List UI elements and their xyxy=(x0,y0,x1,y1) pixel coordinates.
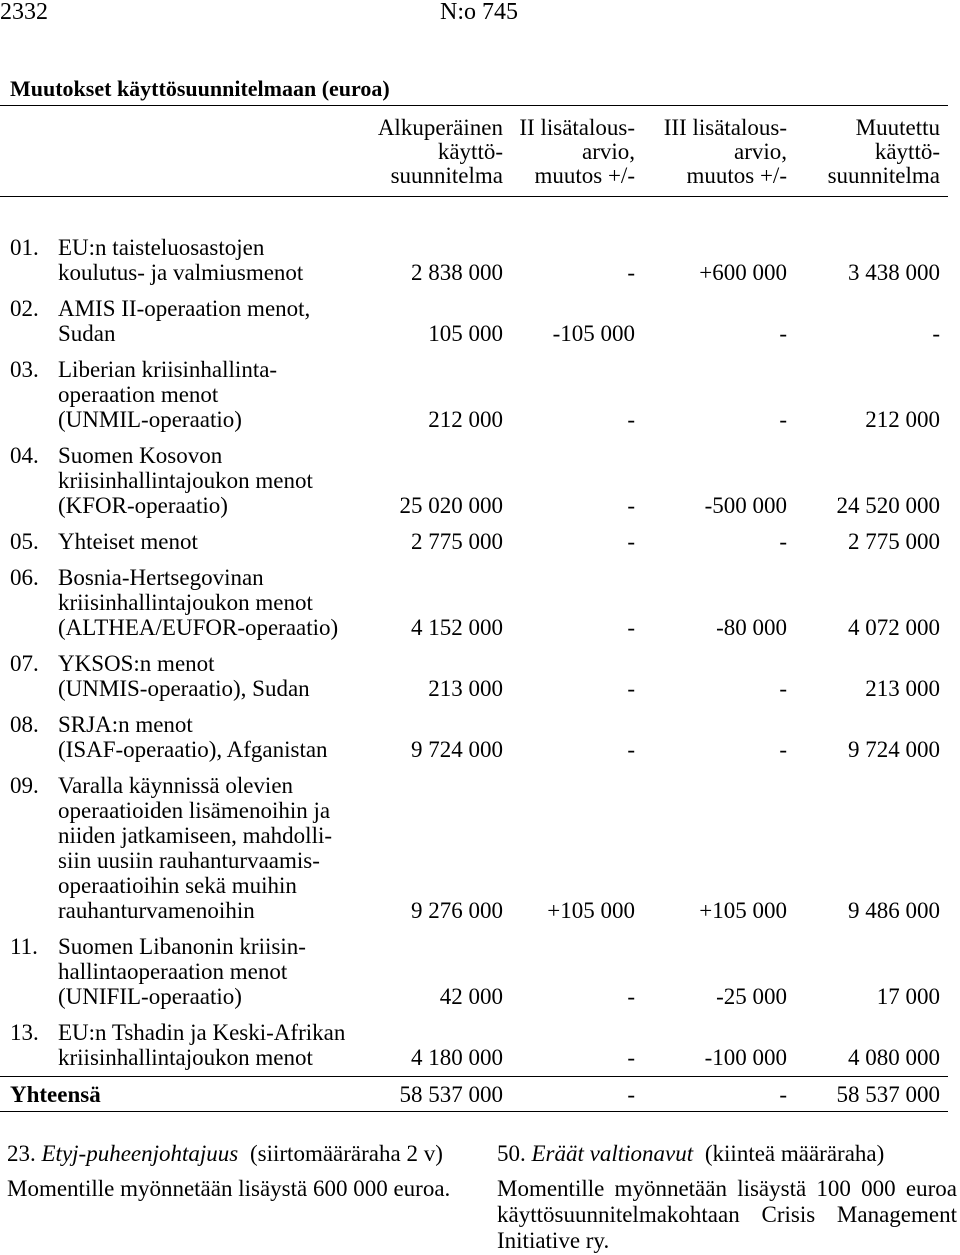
row-label-line: Liberian kriisinhallinta- xyxy=(58,356,278,382)
original-plan-value: 42 000 xyxy=(439,983,503,1009)
row-number: 11. xyxy=(10,933,38,959)
original-plan-value: 9 276 000 xyxy=(411,897,503,923)
supplementary-budget-iii-change: -80 000 xyxy=(716,614,787,640)
header-spacer xyxy=(0,116,58,188)
original-plan-value: 9 724 000 xyxy=(411,736,503,762)
table-row xyxy=(0,432,940,518)
row-label-line: AMIS II-operaation menot, xyxy=(58,295,311,321)
row-label xyxy=(58,224,370,285)
row-label-line: niiden jatkamiseen, mahdolli- xyxy=(58,822,333,848)
row-label-line: Yhteiset menot xyxy=(58,528,198,554)
row-label-line: Suomen Libanonin kriisin- xyxy=(58,933,306,959)
appropriation-type: (siirtomääräraha 2 v) xyxy=(250,1140,443,1166)
supplementary-budget-ii-change: - xyxy=(627,614,635,640)
supplementary-budget-ii-change: - xyxy=(627,406,635,432)
row-label-line: kriisinhallintajoukon menot xyxy=(58,589,313,615)
column-header-line: arvio, xyxy=(733,139,787,164)
table-top-rule xyxy=(0,105,948,106)
table-row xyxy=(0,285,940,346)
row-label xyxy=(58,346,370,432)
row-label xyxy=(58,518,370,554)
supplementary-budget-iii-change: -100 000 xyxy=(704,1044,787,1070)
supplementary-budget-iii-change: - xyxy=(779,528,787,554)
column-header-line: muutos +/- xyxy=(534,163,635,188)
section-title: Eräät valtionavut xyxy=(531,1140,694,1166)
supplementary-budget-iii-change: -25 000 xyxy=(716,983,787,1009)
revised-plan-value: 24 520 000 xyxy=(836,492,940,518)
original-plan-value: 105 000 xyxy=(428,320,503,346)
revised-plan-value: 9 486 000 xyxy=(848,897,940,923)
column-headers xyxy=(0,116,940,188)
header-bottom-rule xyxy=(0,196,948,197)
column-header-revised-plan xyxy=(787,116,940,188)
row-label-line: hallintaoperaation menot xyxy=(58,958,288,984)
revised-plan-value: 4 080 000 xyxy=(848,1044,940,1070)
revised-plan-value: 2 775 000 xyxy=(848,528,940,554)
supplementary-budget-iii-change: - xyxy=(779,675,787,701)
header-spacer xyxy=(58,116,370,188)
supplementary-budget-iii-change: - xyxy=(779,406,787,432)
revised-plan-value: 3 438 000 xyxy=(848,259,940,285)
supplementary-budget-ii-change: - xyxy=(627,528,635,554)
original-plan-value: 212 000 xyxy=(428,406,503,432)
supplementary-budget-iii-change: +105 000 xyxy=(699,897,787,923)
total-label: Yhteensä xyxy=(10,1081,101,1107)
row-label-line: EU:n taisteluosastojen xyxy=(58,234,265,260)
issue-number: N:o 745 xyxy=(440,0,518,25)
total-supplementary-budget-iii-change: - xyxy=(779,1081,788,1107)
table-row xyxy=(0,640,940,701)
row-label-line: SRJA:n menot xyxy=(58,711,193,737)
supplementary-budget-ii-change: +105 000 xyxy=(547,897,635,923)
row-label xyxy=(58,923,370,1009)
column-header-line: käyttö- xyxy=(437,139,503,164)
column-header-line: II lisätalous- xyxy=(519,115,635,140)
row-number: 02. xyxy=(10,295,39,321)
row-label-line: (ISAF-operaatio), Afganistan xyxy=(58,736,328,762)
supplementary-budget-ii-change: - xyxy=(627,259,635,285)
row-label-line: (ALTHEA/EUFOR-operaatio) xyxy=(58,614,339,640)
row-label-line: operaatioiden lisämenoihin ja xyxy=(58,797,331,823)
row-label-line: kriisinhallintajoukon menot xyxy=(58,1044,313,1070)
supplementary-budget-ii-change: - xyxy=(627,983,635,1009)
supplementary-budget-ii-change: - xyxy=(627,736,635,762)
section-heading xyxy=(7,1141,477,1166)
table-row xyxy=(0,701,940,762)
total-bottom-rule xyxy=(0,1111,948,1112)
row-label-line: (UNMIL-operaatio) xyxy=(58,406,242,432)
total-row xyxy=(0,1082,940,1107)
column-header-original-plan xyxy=(370,116,503,188)
supplementary-budget-iii-change: +600 000 xyxy=(699,259,787,285)
row-label xyxy=(58,762,370,923)
section-text: Momentille myönnetään lisäystä 100 000 euroa käyttösuunnitelmakohtaan Crisis Management Initiative ry. xyxy=(497,1176,957,1253)
budget-table xyxy=(0,224,940,1070)
original-plan-value: 2 838 000 xyxy=(411,259,503,285)
row-label-line: YKSOS:n menot xyxy=(58,650,215,676)
column-header-line: suunnitelma xyxy=(827,163,940,188)
row-label xyxy=(58,285,370,346)
row-label-line: Bosnia-Hertsegovinan xyxy=(58,564,264,590)
supplementary-budget-ii-change: - xyxy=(627,675,635,701)
supplementary-budget-ii-change: - xyxy=(627,492,635,518)
column-header-line: Alkuperäinen xyxy=(377,115,503,140)
supplementary-budget-iii-change: - xyxy=(779,736,787,762)
original-plan-value: 4 152 000 xyxy=(411,614,503,640)
row-label xyxy=(58,554,370,640)
row-label-line: koulutus- ja valmiusmenot xyxy=(58,259,304,285)
revised-plan-value: 212 000 xyxy=(865,406,940,432)
column-header-line: käyttö- xyxy=(874,139,940,164)
row-label-line: (KFOR-operaatio) xyxy=(58,492,228,518)
row-label-line: Suomen Kosovon xyxy=(58,442,223,468)
column-header-row xyxy=(0,116,940,188)
section-number: 50. xyxy=(497,1140,526,1166)
table-row xyxy=(0,518,940,554)
column-header-line: muutos +/- xyxy=(686,163,787,188)
total-revised-plan-value: 58 537 000 xyxy=(836,1081,941,1107)
row-number: 13. xyxy=(10,1019,39,1045)
row-number: 07. xyxy=(10,650,39,676)
row-label-line: EU:n Tshadin ja Keski-Afrikan xyxy=(58,1019,346,1045)
table-body xyxy=(0,224,940,1070)
section-text: Momentille myönnetään lisäystä 600 000 euroa. xyxy=(7,1176,451,1201)
row-label xyxy=(58,1009,370,1070)
table-row xyxy=(0,554,940,640)
column-header-supplementary-budget-iii xyxy=(635,116,787,188)
row-number: 01. xyxy=(10,234,39,260)
row-number: 03. xyxy=(10,356,39,382)
table-row xyxy=(0,762,940,923)
total-original-plan-value: 58 537 000 xyxy=(399,1081,504,1107)
column-header-line: III lisätalous- xyxy=(663,115,787,140)
row-label xyxy=(58,432,370,518)
row-label-line: operaatioihin sekä muihin xyxy=(58,872,297,898)
section-title: Etyj-puheenjohtajuus xyxy=(41,1140,239,1166)
row-number: 06. xyxy=(10,564,39,590)
row-number: 09. xyxy=(10,772,39,798)
total-supplementary-budget-ii-change: - xyxy=(627,1081,636,1107)
supplementary-budget-ii-change: - xyxy=(627,1044,635,1070)
section-heading xyxy=(497,1141,957,1166)
column-header-line: suunnitelma xyxy=(390,163,503,188)
supplementary-budget-ii-change: -105 000 xyxy=(552,320,635,346)
row-label-line: kriisinhallintajoukon menot xyxy=(58,467,313,493)
row-number: 04. xyxy=(10,442,39,468)
table-row xyxy=(0,923,940,1009)
table-title: Muutokset käyttösuunnitelmaan (euroa) xyxy=(10,75,390,101)
revised-plan-value: 17 000 xyxy=(876,983,940,1009)
revised-plan-value: 9 724 000 xyxy=(848,736,940,762)
row-label-line: siin uusiin rauhanturvaamis- xyxy=(58,847,320,873)
column-header-line: Muutettu xyxy=(855,115,940,140)
table-row xyxy=(0,346,940,432)
total-top-rule xyxy=(0,1076,948,1077)
row-label-line: Varalla käynnissä olevien xyxy=(58,772,294,798)
column-header-supplementary-budget-ii xyxy=(503,116,635,188)
total-table xyxy=(0,1082,940,1107)
original-plan-value: 2 775 000 xyxy=(411,528,503,554)
page-number: 2332 xyxy=(0,0,48,25)
row-label-line: operaation menot xyxy=(58,381,219,407)
original-plan-value: 4 180 000 xyxy=(411,1044,503,1070)
supplementary-budget-iii-change: - xyxy=(779,320,787,346)
row-label xyxy=(58,640,370,701)
original-plan-value: 25 020 000 xyxy=(399,492,503,518)
revised-plan-value: - xyxy=(932,320,940,346)
revised-plan-value: 4 072 000 xyxy=(848,614,940,640)
table-row xyxy=(0,224,940,285)
appropriation-type: (kiinteä määräraha) xyxy=(704,1140,885,1166)
table-row xyxy=(0,1009,940,1070)
row-number: 08. xyxy=(10,711,39,737)
row-label-line: (UNIFIL-operaatio) xyxy=(58,983,242,1009)
section-number: 23. xyxy=(7,1140,36,1166)
row-label-line: rauhanturvamenoihin xyxy=(58,897,255,923)
supplementary-budget-iii-change: -500 000 xyxy=(704,492,787,518)
revised-plan-value: 213 000 xyxy=(865,675,940,701)
row-label xyxy=(58,701,370,762)
column-header-line: arvio, xyxy=(581,139,635,164)
row-label-line: (UNMIS-operaatio), Sudan xyxy=(58,675,310,701)
row-label-line: Sudan xyxy=(58,320,116,346)
original-plan-value: 213 000 xyxy=(428,675,503,701)
row-number: 05. xyxy=(10,528,39,554)
